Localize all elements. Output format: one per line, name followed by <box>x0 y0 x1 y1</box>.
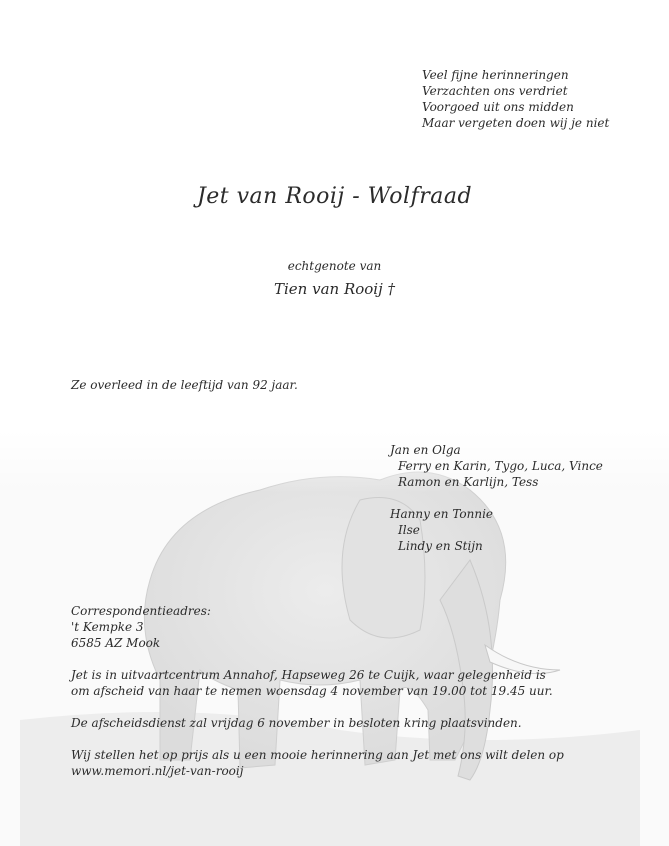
memori-link[interactable]: www.memori.nl/jet-van-rooij <box>71 764 244 778</box>
correspondence-address <box>71 603 211 651</box>
address-label: Correspondentieadres: <box>71 604 211 618</box>
address-street: 't Kempke 3 <box>71 620 144 634</box>
deceased-name: Jet van Rooij - Wolfraad <box>196 184 473 209</box>
poem-line: Maar vergeten doen wij je niet <box>422 116 610 130</box>
spouse-label: echtgenote van <box>287 259 382 273</box>
poem-line: Veel fijne herinneringen <box>422 68 569 82</box>
poem-line: Voorgoed uit ons midden <box>422 100 574 114</box>
family-head: Jan en Olga <box>390 443 461 457</box>
service-info: De afscheidsdienst zal vrijdag 6 november in besloten kring plaatsvinden. <box>71 716 522 730</box>
family-member: Ferry en Karin, Tygo, Luca, Vince <box>398 459 603 473</box>
poem <box>422 67 609 131</box>
poem-line: Verzachten ons verdriet <box>422 84 568 98</box>
age-statement: Ze overleed in de leeftijd van 92 jaar. <box>71 378 298 392</box>
family-member: Ilse <box>398 523 420 537</box>
family-member: Ramon en Karlijn, Tess <box>398 475 539 489</box>
visitation-info <box>71 667 553 699</box>
family-head: Hanny en Tonnie <box>390 507 494 521</box>
visitation-line: Jet is in uitvaartcentrum Annahof, Hapseweg 26 te Cuijk, waar gelegenheid is <box>71 668 546 682</box>
memori-line: Wij stellen het op prijs als u een mooie herinnering aan Jet met ons wilt delen op <box>71 748 564 762</box>
address-city: 6585 AZ Mook <box>71 636 161 650</box>
memori-info <box>71 747 564 779</box>
family-member: Lindy en Stijn <box>398 539 483 553</box>
spouse-name: Tien van Rooij † <box>273 280 396 298</box>
visitation-line: om afscheid van haar te nemen woensdag 4 november van 19.00 tot 19.45 uur. <box>71 684 553 698</box>
family-list <box>390 442 603 554</box>
